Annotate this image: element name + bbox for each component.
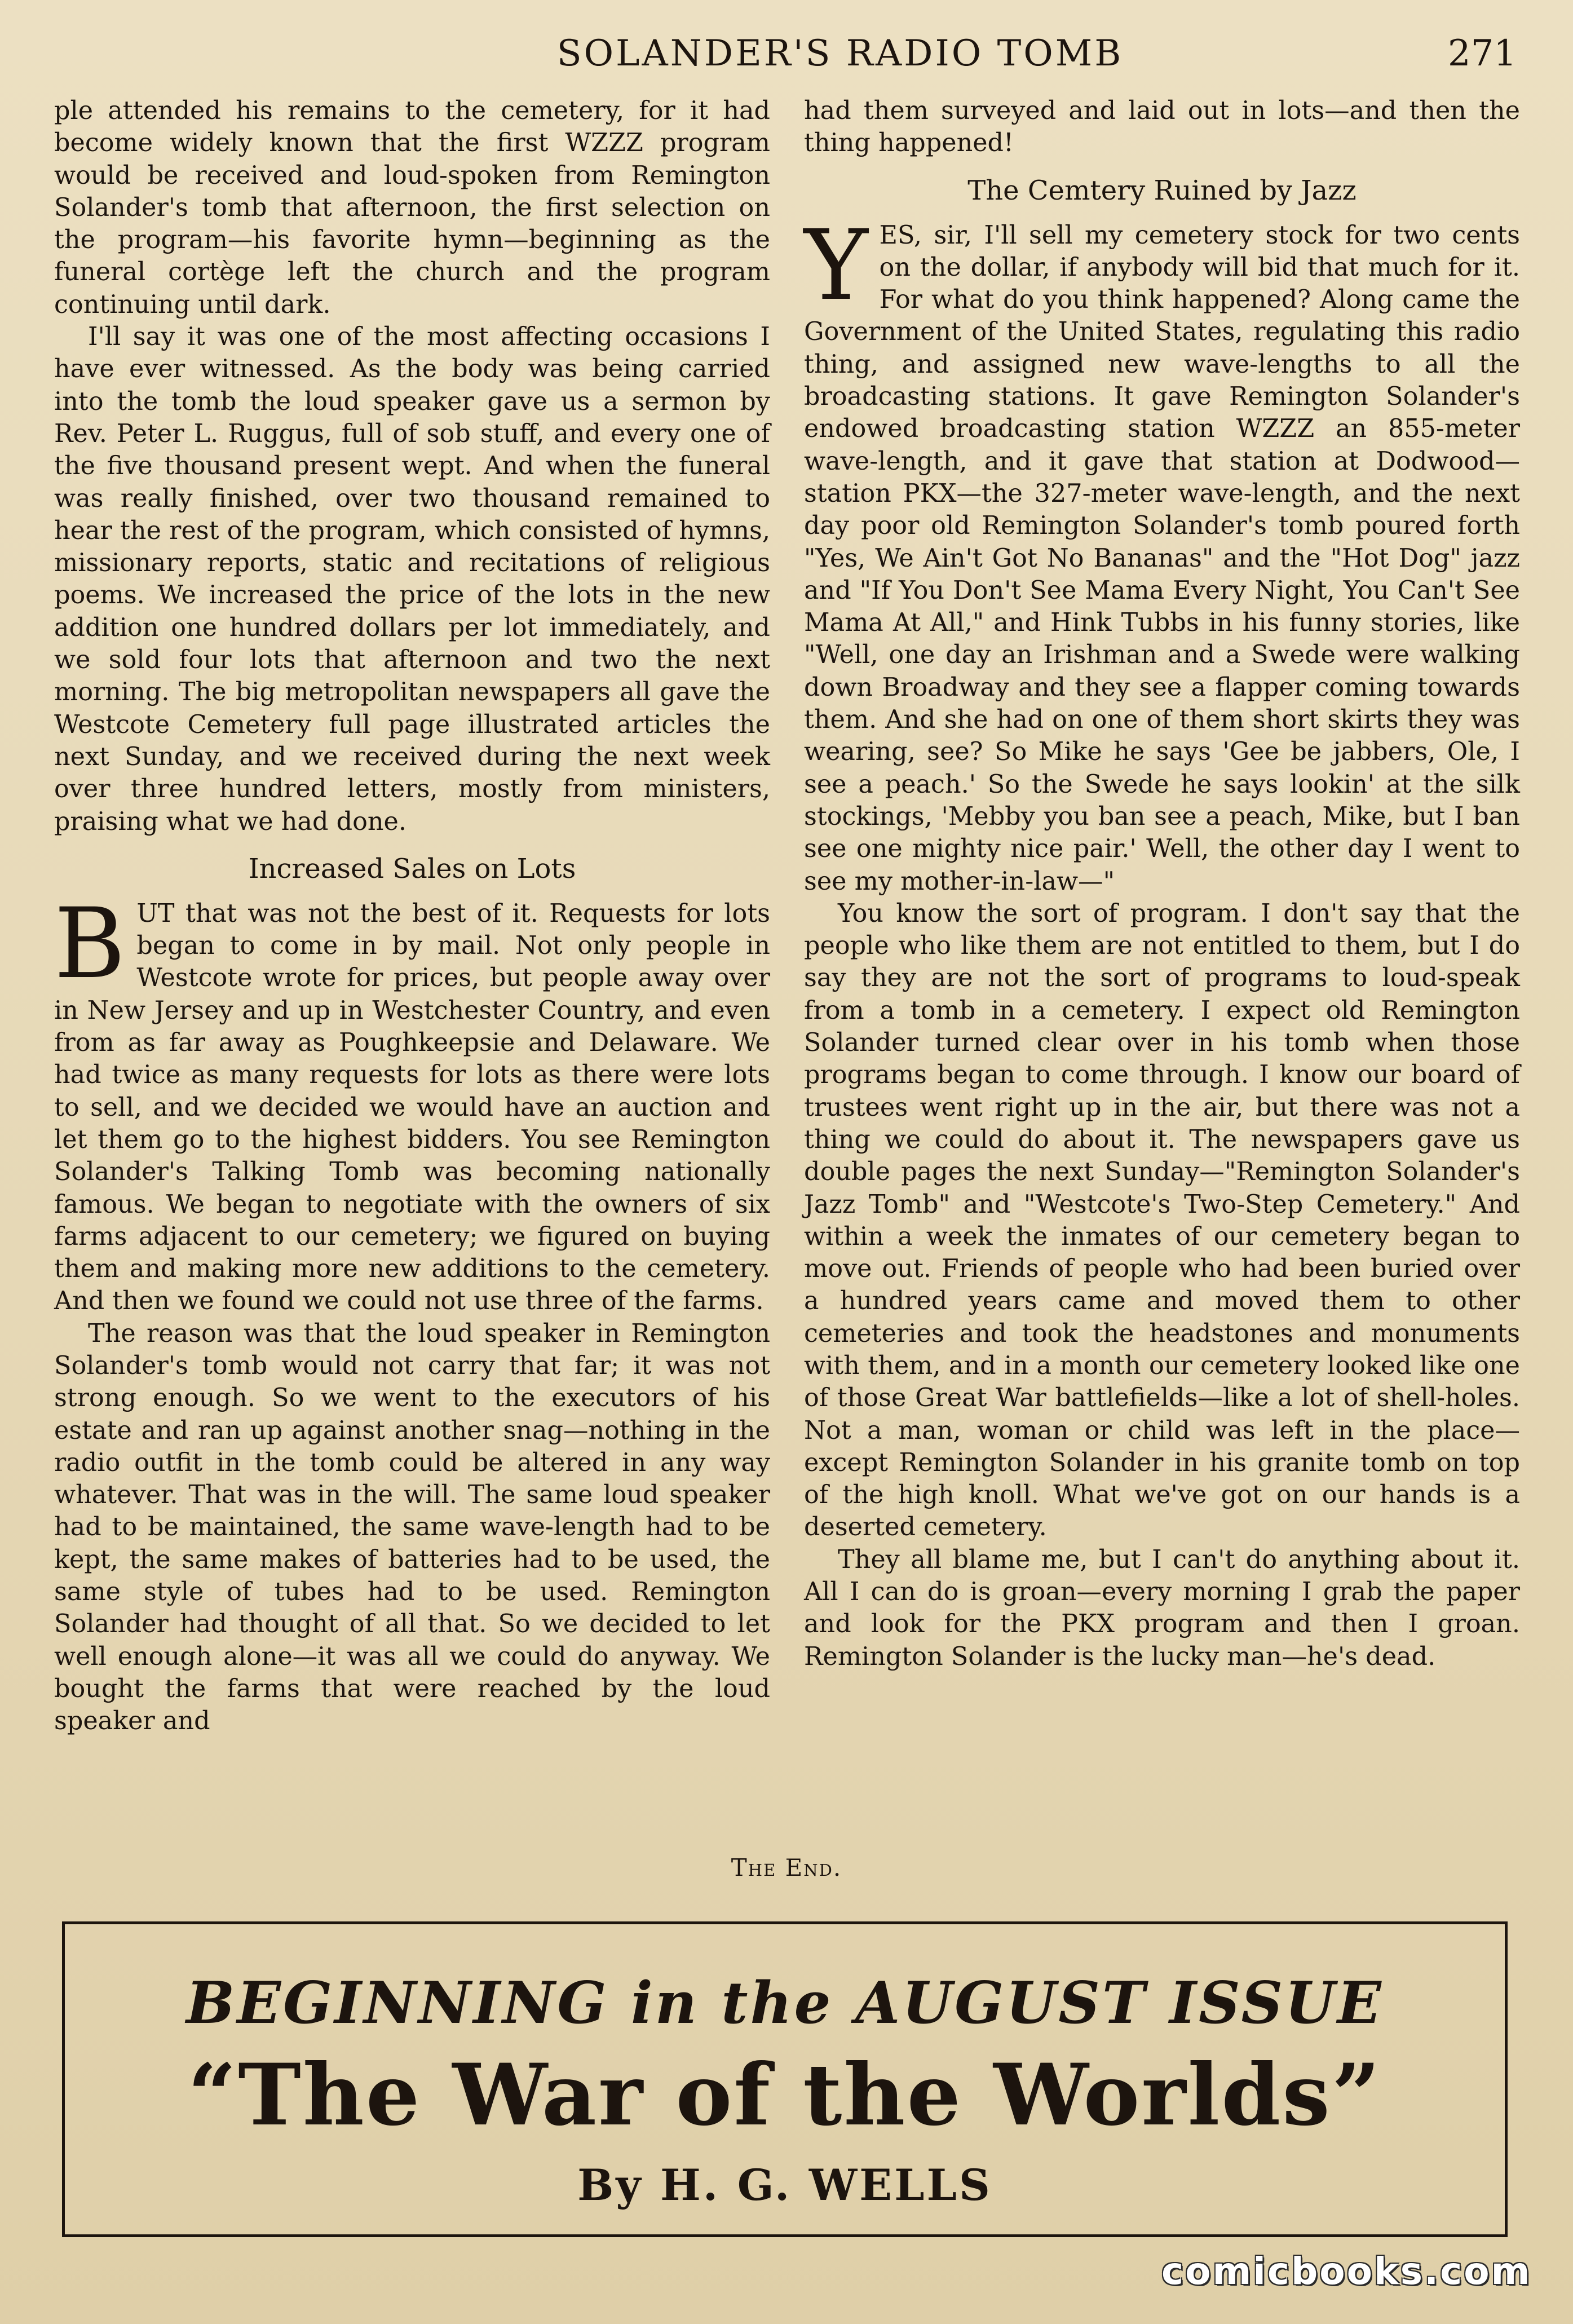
ad-story-title: “The War of the Worlds”	[187, 2045, 1382, 2145]
right-paragraph-4: They all blame me, but I can't do anything about it. All I can do is groan—every morning I grab the paper and look for the PKX program and then I groan. Remington Solander is the lucky man—he's dead.	[804, 1545, 1520, 1671]
left-column	[54, 95, 770, 1738]
running-title: SOLANDER'S RADIO TOMB	[556, 33, 1124, 74]
page-number: 271	[1447, 33, 1517, 74]
section-heading-cemetery-ruined: The Cemtery Ruined by Jazz	[967, 174, 1357, 206]
left-paragraph-3-text: UT that was not the best of it. Requests for lots began to come in by mail. Not only people in Westcote wrote for prices, but people away over in New Jersey and up in Westchester Country, and even from as far away as Poughkeepsie and Delaware. We had twice as many requests for lots as there were lots to sell, and we decided we would have an auction and let them go to the highest bidders. You see Remington Solander's Talking Tomb was becoming nationally famous. We began to negotiate with the owners of six farms adjacent to our cemetery; we figured on buying them and making more new additions to the cemetery. And then we found we could not use three of the farms.	[54, 899, 770, 1316]
right-paragraph-3: You know the sort of program. I don't say that the people who like them are not entitled to them, but I do say they are not the sort of programs to loud-speak from a tomb in a cemetery. I expect old Remington Solander turned clear over in his tomb when those programs began to come through. I know our board of trustees went right up in the air, but there was not a thing we could do about it. The newspapers gave us double pages the next Sunday—"Remington Solander's Jazz Tomb" and "Westcote's Two-Step Cemetery." And within a week the inmates of our cemetery began to move out. Friends of people who had been buried over a hundred years came and moved them to other cemeteries and took the headstones and monuments with them, and in a month our cemetery looked like one of those Great War battlefields—like a lot of shell-holes. Not a man, woman or child was left in the place—except Remington Solander in his granite tomb on top of the high knoll. What we've got on our hands is a deserted cemetery.	[804, 899, 1520, 1542]
right-column	[804, 95, 1520, 1673]
advertisement-box	[62, 1921, 1508, 2237]
right-paragraph-1: had them surveyed and laid out in lots—and then the thing happened!	[804, 96, 1520, 158]
left-paragraph-4: The reason was that the loud speaker in Remington Solander's tomb would not carry that far; it was not strong enough. So we went to the executors of his estate and ran up against another snag—nothing in the radio outfit in the tomb could be altered in any way whatever. That was in the will. The same loud speaker had to be maintained, the same wave-length had to be kept, the same makes of batteries had to be used, the same style of tubes had to be used. Remington Solander had thought of all that. So we decided to let well enough alone—it was all we could do anyway. We bought the farms that were reached by the loud speaker and	[54, 1319, 770, 1736]
drop-cap-y: Y	[804, 208, 868, 322]
right-paragraph-2-text: ES, sir, I'll sell my cemetery stock for two cents on the dollar, if anybody will bid that much for it. For what do you think happened? Along came the Government of the United States, regulating this radio thing, and assigned new wave-lengths to all the broadcasting stations. It gave Remington Solander's endowed broadcasting station WZZZ an 855-meter wave-length, and it gave that station at Dodwood—station PKX—the 327-meter wave-length, and the next day poor old Remington Solander's tomb poured forth "Yes, We Ain't Got No Bananas" and the "Hot Dog" jazz and "If You Don't See Mama Every Night, You Can't See Mama At All," and Hink Tubbs in his funny stories, like "Well, one day an Irishman and a Swede were walking down Broadway and they see a flapper coming towards them. And she had on one of them short skirts they was wearing, see? So Mike he says 'Gee be jabbers, Ole, I see a peach.' So the Swede he says lookin' at the silk stockings, 'Mebby you ban see a peach, Mike, but I ban see one mighty nice pair.' Well, the other day I went to see my mother-in-law—"	[804, 220, 1520, 896]
the-end-mark: The End.	[731, 1854, 842, 1881]
right-paragraph-2	[804, 208, 1520, 898]
left-paragraph-2: I'll say it was one of the most affecting occasions I have ever witnessed. As the body was being carried into the tomb the loud speaker gave us a sermon by Rev. Peter L. Ruggus, full of sob stuff, and every one of the five thousand present wept. And when the funeral was really finished, over two thousand remained to hear the rest of the program, which consisted of hymns, missionary reports, static and recitations of religious poems. We increased the price of the lots in the new addition one hundred dollars per lot immediately, and we sold four lots that afternoon and two the next morning. The big metropolitan newspapers all gave the Westcote Cemetery full page illustrated articles the next Sunday, and we received during the next week over three hundred letters, mostly from ministers, praising what we had done.	[54, 322, 770, 836]
ad-author-line: By H. G. WELLS	[577, 2160, 992, 2210]
section-heading-increased-sales: Increased Sales on Lots	[248, 852, 576, 885]
site-watermark: comicbooks.com	[1161, 2250, 1532, 2293]
left-paragraph-3	[54, 886, 770, 1318]
left-paragraph-1: ple attended his remains to the cemetery, for it had become widely known that the first WZZZ program would be received and loud-spoken from Remington Solander's tomb that afternoon, the first selection on the program—his favorite hymn—beginning as the funeral cortège left the church and the program continuing until dark.	[54, 96, 770, 319]
drop-cap-b: B	[54, 886, 126, 1000]
ad-beginning-line: BEGINNING in the AUGUST ISSUE	[186, 1969, 1384, 2037]
